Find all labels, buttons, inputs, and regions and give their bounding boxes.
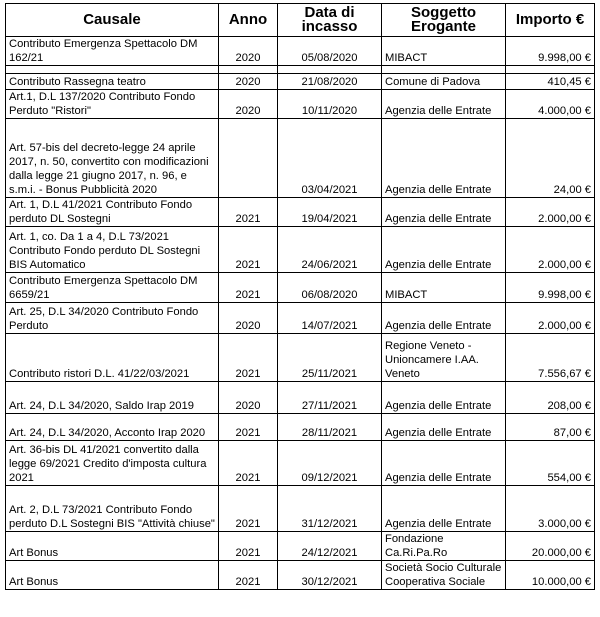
cell-importo: 9.998,00 €: [506, 37, 595, 66]
cell-anno: 2021: [219, 441, 278, 486]
cell-anno: 2020: [219, 74, 278, 90]
cell-soggetto: Agenzia delle Entrate: [382, 198, 506, 227]
table-row: [6, 414, 595, 441]
cell-data: 24/06/2021: [278, 227, 382, 273]
cell-causale: Art.1, D.L 137/2020 Contributo Fondo Perduto "Ristori": [6, 90, 219, 119]
cell-causale: Art. 1, D.L 41/2021 Contributo Fondo perduto DL Sostegni: [6, 198, 219, 227]
cell-soggetto: Fondazione Ca.Ri.Pa.Ro: [382, 532, 506, 561]
cell-soggetto: Agenzia delle Entrate: [382, 119, 506, 198]
cell-anno: 2021: [219, 334, 278, 382]
header-anno: Anno: [219, 4, 278, 37]
table-row: [6, 486, 595, 532]
cell-causale: Contributo Rassegna teatro: [6, 74, 219, 90]
cell-anno: [219, 119, 278, 198]
cell-data: 21/08/2020: [278, 74, 382, 90]
cell-soggetto: Agenzia delle Entrate: [382, 382, 506, 414]
cell-anno: 2021: [219, 561, 278, 590]
cell-soggetto: Agenzia delle Entrate: [382, 303, 506, 334]
cell-anno: 2021: [219, 414, 278, 441]
cell-soggetto: Agenzia delle Entrate: [382, 414, 506, 441]
table-row: [6, 273, 595, 303]
cell-data: 14/07/2021: [278, 303, 382, 334]
header-causale: Causale: [6, 4, 219, 37]
cell-soggetto: Agenzia delle Entrate: [382, 486, 506, 532]
spacer-row: [6, 66, 595, 74]
table-row: [6, 561, 595, 590]
table-row: [6, 303, 595, 334]
cell-anno: 2021: [219, 227, 278, 273]
cell-importo: 87,00 €: [506, 414, 595, 441]
cell-soggetto: Comune di Padova: [382, 74, 506, 90]
cell-soggetto: Agenzia delle Entrate: [382, 441, 506, 486]
cell-causale: Art Bonus: [6, 561, 219, 590]
cell-importo: 2.000,00 €: [506, 227, 595, 273]
cell-causale: Art. 25, D.L 34/2020 Contributo Fondo Perduto: [6, 303, 219, 334]
cell-soggetto: Agenzia delle Entrate: [382, 90, 506, 119]
cell-importo: 20.000,00 €: [506, 532, 595, 561]
cell-soggetto: Agenzia delle Entrate: [382, 227, 506, 273]
table-row: [6, 37, 595, 66]
cell-causale: Art. 2, D.L 73/2021 Contributo Fondo perduto D.L Sostegni BIS "Attività chiuse": [6, 486, 219, 532]
cell-importo: 2.000,00 €: [506, 303, 595, 334]
cell-importo: 24,00 €: [506, 119, 595, 198]
cell-importo: 9.998,00 €: [506, 273, 595, 303]
cell-soggetto: MIBACT: [382, 37, 506, 66]
cell-causale: Art. 24, D.L 34/2020, Saldo Irap 2019: [6, 382, 219, 414]
cell-causale: Art Bonus: [6, 532, 219, 561]
cell-data: 19/04/2021: [278, 198, 382, 227]
header-soggetto-erogante: Soggetto Erogante: [382, 4, 506, 37]
table-row: [6, 74, 595, 90]
cell-data: 03/04/2021: [278, 119, 382, 198]
cell-anno: 2020: [219, 90, 278, 119]
cell-anno: 2021: [219, 273, 278, 303]
cell-data: 27/11/2021: [278, 382, 382, 414]
cell-soggetto: MIBACT: [382, 273, 506, 303]
cell-data: 24/12/2021: [278, 532, 382, 561]
table-row: [6, 227, 595, 273]
table-row: [6, 198, 595, 227]
table-row: [6, 119, 595, 198]
cell-anno: 2021: [219, 532, 278, 561]
table-row: [6, 441, 595, 486]
table-row: [6, 382, 595, 414]
cell-data: 05/08/2020: [278, 37, 382, 66]
cell-data: 31/12/2021: [278, 486, 382, 532]
cell-soggetto: Società Socio Culturale Cooperativa Sociale: [382, 561, 506, 590]
cell-importo: 554,00 €: [506, 441, 595, 486]
cell-importo: 10.000,00 €: [506, 561, 595, 590]
cell-data: 25/11/2021: [278, 334, 382, 382]
cell-importo: 4.000,00 €: [506, 90, 595, 119]
header-row: [6, 4, 595, 37]
cell-anno: 2021: [219, 198, 278, 227]
cell-causale: Contributo ristori D.L. 41/22/03/2021: [6, 334, 219, 382]
cell-data: 06/08/2020: [278, 273, 382, 303]
cell-data: 30/12/2021: [278, 561, 382, 590]
cell-causale: Art. 36-bis DL 41/2021 convertito dalla legge 69/2021 Credito d'imposta cultura 2021: [6, 441, 219, 486]
cell-soggetto: Regione Veneto - Unioncamere I.AA. Veneto: [382, 334, 506, 382]
cell-causale: Art. 24, D.L 34/2020, Acconto Irap 2020: [6, 414, 219, 441]
cell-causale: Contributo Emergenza Spettacolo DM 6659/21: [6, 273, 219, 303]
cell-anno: 2020: [219, 382, 278, 414]
cell-causale: Art. 1, co. Da 1 a 4, D.L 73/2021 Contributo Fondo perduto DL Sostegni BIS Automatico: [6, 227, 219, 273]
cell-data: 10/11/2020: [278, 90, 382, 119]
cell-anno: 2021: [219, 486, 278, 532]
cell-importo: 208,00 €: [506, 382, 595, 414]
cell-importo: 410,45 €: [506, 74, 595, 90]
cell-anno: 2020: [219, 303, 278, 334]
cell-anno: 2020: [219, 37, 278, 66]
cell-data: 09/12/2021: [278, 441, 382, 486]
cell-importo: 7.556,67 €: [506, 334, 595, 382]
table-row: [6, 532, 595, 561]
cell-causale: Art. 57-bis del decreto-legge 24 aprile 2017, n. 50, convertito con modificazioni dalla legge 21 giugno 2017, n. 96, e s.m.i. - Bonus Pubblicità 2020: [6, 119, 219, 198]
table-row: [6, 334, 595, 382]
header-importo: Importo €: [506, 4, 595, 37]
header-data-incasso: Data di incasso: [278, 4, 382, 37]
cell-importo: 3.000,00 €: [506, 486, 595, 532]
table-row: [6, 90, 595, 119]
cell-causale: Contributo Emergenza Spettacolo DM 162/21: [6, 37, 219, 66]
grants-table: [5, 3, 595, 590]
cell-importo: 2.000,00 €: [506, 198, 595, 227]
cell-data: 28/11/2021: [278, 414, 382, 441]
